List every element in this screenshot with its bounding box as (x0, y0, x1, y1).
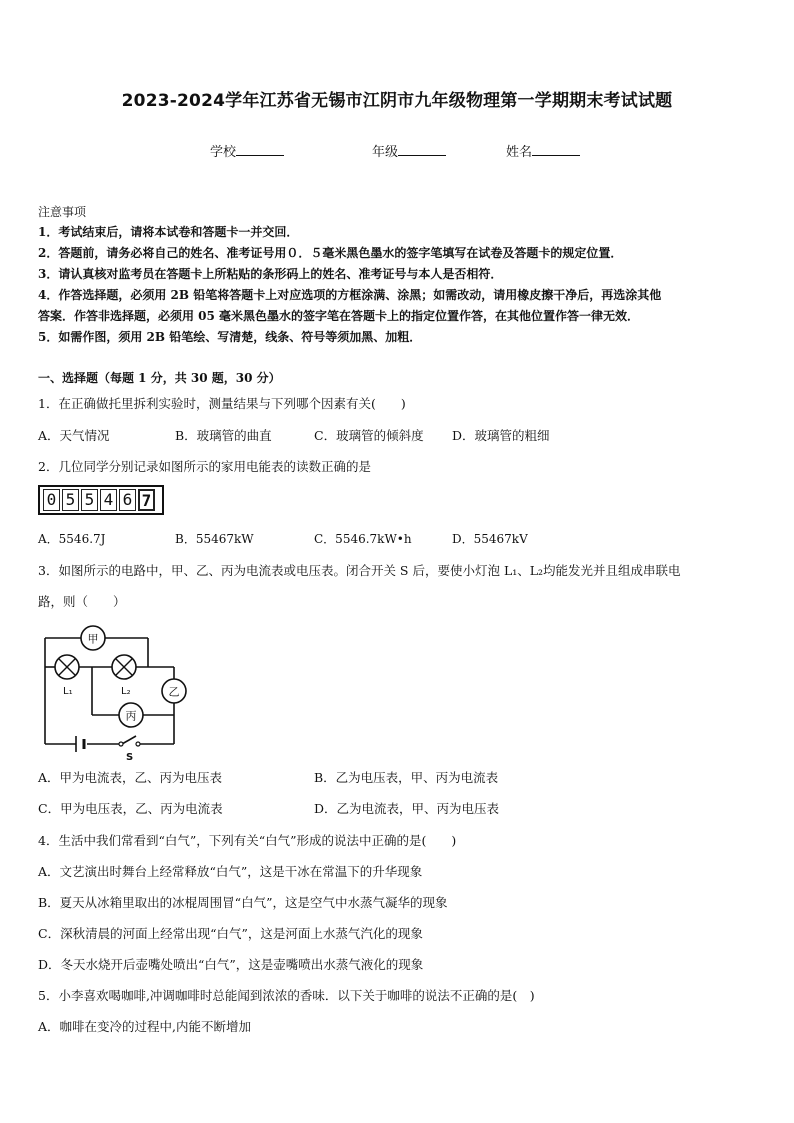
q4-option-b: B．夏天从冰箱里取出的冰棍周围冒“白气”，这是空气中水蒸气凝华的现象 (38, 895, 448, 910)
name-field (506, 141, 580, 160)
meter-digit: 6 (119, 489, 136, 511)
meter-digit: 5 (81, 489, 98, 511)
notice-item: 5．如需作图，须用 2B 铅笔绘、写清楚，线条、符号等须加黑、加粗． (38, 330, 422, 344)
q3-option-b: B．乙为电压表，甲、丙为电流表 (314, 770, 499, 785)
meter-decimal-digit: 7 (138, 489, 155, 511)
notice-item: 答案．作答非选择题，必须用 05 毫米黑色墨水的签字笔在答题卡上的指定位置作答，在其他位置作答一律无效． (38, 309, 640, 323)
q1-option-c: C．玻璃管的倾斜度 (314, 428, 424, 443)
q1-option-d: D．玻璃管的粗细 (452, 428, 550, 443)
meter-digit: 5 (62, 489, 79, 511)
lamp-l1-label: L₁ (63, 686, 73, 697)
question-4-stem: 4．生活中我们常看到“白气”，下列有关“白气”形成的说法中正确的是( ) (38, 833, 457, 848)
meter-digit: 4 (100, 489, 117, 511)
q2-option-d: D．55467kV (452, 532, 528, 546)
circuit-diagram (38, 622, 188, 762)
grade-blank (398, 143, 446, 156)
grade-field (372, 141, 446, 160)
notice-item: 1．考试结束后，请将本试卷和答题卡一并交回． (38, 225, 299, 239)
school-label: 学校 (210, 145, 237, 160)
meter-digit: 0 (43, 489, 60, 511)
page-title: 2023-2024学年江苏省无锡市江阴市九年级物理第一学期期末考试试题 (121, 91, 673, 111)
switch-contact (119, 742, 123, 746)
switch-contact (136, 742, 140, 746)
q3-option-c: C．甲为电压表，乙、丙为电流表 (38, 801, 223, 816)
question-5-stem: 5．小李喜欢喝咖啡,冲调咖啡时总能闻到浓浓的香味．以下关于咖啡的说法不正确的是( ) (38, 988, 535, 1003)
q1-option-b: B．玻璃管的曲直 (175, 428, 272, 443)
question-3-stem-cont: 路，则（ ） (38, 594, 126, 609)
meter-jia-label: 甲 (87, 632, 99, 646)
name-label: 姓名 (506, 145, 533, 160)
question-2-stem: 2．几位同学分别记录如图所示的家用电能表的读数正确的是 (38, 459, 371, 474)
q4-option-c: C．深秋清晨的河面上经常出现“白气”，这是河面上水蒸气汽化的现象 (38, 926, 423, 941)
q1-option-a: A．天气情况 (38, 428, 110, 443)
lamp-l1-icon (55, 655, 79, 679)
q5-option-a: A．咖啡在变冷的过程中,内能不断增加 (38, 1019, 252, 1034)
lamp-l2-icon (112, 655, 136, 679)
q4-option-d: D．冬天水烧开后壶嘴处喷出“白气”，这是壶嘴喷出水蒸气液化的现象 (38, 957, 424, 972)
notice-heading: 注意事项 (38, 205, 87, 219)
q4-option-a: A．文艺演出时舞台上经常释放“白气”，这是干冰在常温下的升华现象 (38, 864, 423, 879)
meter-bing-label: 丙 (125, 709, 137, 723)
name-blank (532, 143, 580, 156)
school-field (210, 141, 284, 160)
section-heading: 一、选择题（每题 1 分，共 30 题，30 分） (38, 371, 281, 385)
question-1-stem: 1．在正确做托里拆利实验时，测量结果与下列哪个因素有关( ) (38, 396, 406, 411)
school-blank (236, 143, 284, 156)
q2-option-c: C．5546.7kW•h (314, 532, 412, 546)
q2-option-a: A．5546.7J (38, 532, 106, 546)
energy-meter-reading (38, 485, 164, 515)
notice-item: 2．答题前，请务必将自己的姓名、准考证号用０．５毫米黑色墨水的签字笔填写在试卷及答题卡的规定位置． (38, 246, 623, 260)
notice-item: 3．请认真核对监考员在答题卡上所粘贴的条形码上的姓名、准考证号与本人是否相符． (38, 267, 503, 281)
q3-option-d: D．乙为电流表，甲、丙为电压表 (314, 801, 500, 816)
switch-label: S (126, 752, 134, 762)
question-3-stem: 3．如图所示的电路中，甲、乙、丙为电流表或电压表。闭合开关 S 后，要使小灯泡 L₁、L₂均能发光并且组成串联电 (38, 563, 681, 578)
q3-option-a: A．甲为电流表，乙、丙为电压表 (38, 770, 223, 785)
notice-item: 4．作答选择题，必须用 2B 铅笔将答题卡上对应选项的方框涂满、涂黑；如需改动，请用橡皮擦干净后，再选涂其他 (38, 288, 662, 302)
lamp-l2-label: L₂ (121, 686, 131, 697)
meter-yi-label: 乙 (168, 685, 180, 699)
q2-option-b: B．55467kW (175, 532, 254, 546)
grade-label: 年级 (372, 145, 399, 160)
